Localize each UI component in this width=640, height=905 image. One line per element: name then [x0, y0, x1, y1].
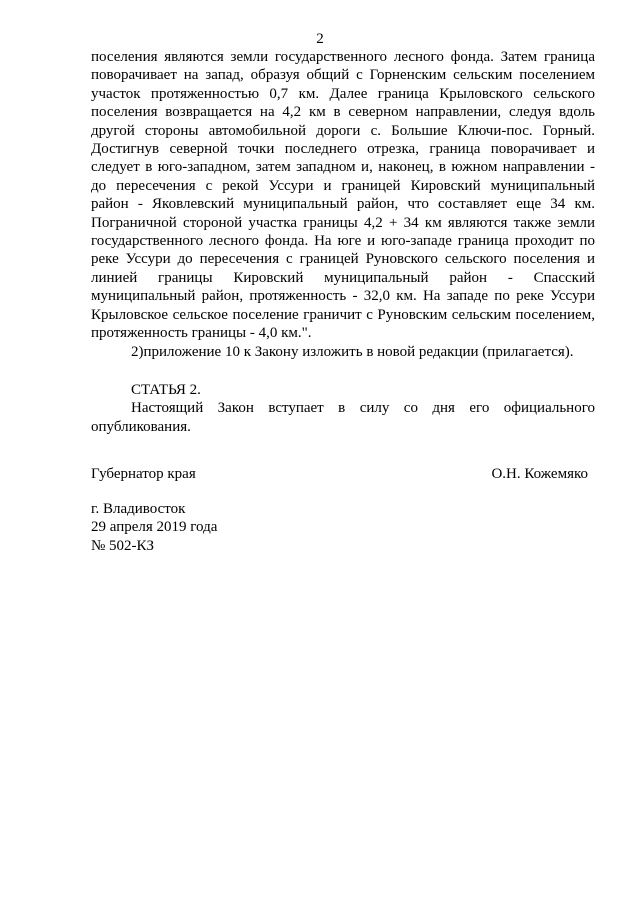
text-line: следует в юго-западном, затем западном и, наконец, в южном направлении -: [91, 159, 595, 176]
text-line: поселения являются земли государственного лесного фонда. Затем граница: [91, 49, 595, 65]
text-line: Крыловское сельское поселение граничит с Руновским сельским поселением,: [91, 306, 595, 323]
text-line: муниципальный район, протяженность - 32,0 км. На западе по реке Уссури: [91, 288, 595, 305]
item-2-paragraph: [91, 343, 595, 361]
text-line: государственного лесного фонда. На юге и юго-западе граница проходит по: [91, 233, 595, 250]
continued-paragraph: [91, 48, 595, 343]
signatory-name: О.Н. Кожемяко: [491, 466, 588, 482]
document-footer: [91, 500, 595, 555]
article-text-line: опубликования.: [91, 418, 191, 435]
text-line: район - Яковлевский муниципальный район, что составляет еще 34 км.: [91, 196, 595, 213]
text-line: участок протяженностью 0,7 км. Далее граница Крыловского сельского: [91, 85, 595, 102]
law-number: № 502-КЗ: [91, 537, 155, 554]
text-line: Достигнув северной точки последнего отрезка, граница поворачивает и: [91, 141, 595, 158]
signatory-position: Губернатор края: [91, 466, 196, 482]
article-2: [91, 381, 595, 436]
signature-block: [91, 465, 588, 483]
issue-city: г. Владивосток: [91, 501, 186, 517]
text-line: поселения возвращается на 4,2 км в северном направлении, следуя вдоль: [91, 104, 595, 121]
page-number: 2: [316, 31, 324, 47]
text-line: протяженность границы - 4,0 км.".: [91, 325, 312, 342]
text-line: поворачивает на запад, образуя общий с Горненским сельским поселением: [91, 67, 595, 84]
issue-date: 29 апреля 2019 года: [91, 519, 218, 536]
item-2-text: 2)приложение 10 к Закону изложить в новой редакции (прилагается).: [131, 344, 574, 360]
text-line: до пересечения с рекой Уссури и границей Кировский муниципальный: [91, 177, 595, 194]
text-line: Пограничной стороной участка границы 4,2 + 34 км являются также земли: [91, 214, 595, 231]
text-line: линией границы Кировский муниципальный район - Спасский: [91, 269, 595, 286]
text-line: другой стороны автомобильной дороги с. Большие Ключи-пос. Горный.: [91, 122, 595, 139]
article-heading: СТАТЬЯ 2.: [131, 382, 201, 398]
text-line: реке Уссури до пересечения с границей Руновского сельского поселения и: [91, 251, 595, 268]
article-text-line: Настоящий Закон вступает в силу со дня его официального: [131, 400, 595, 417]
